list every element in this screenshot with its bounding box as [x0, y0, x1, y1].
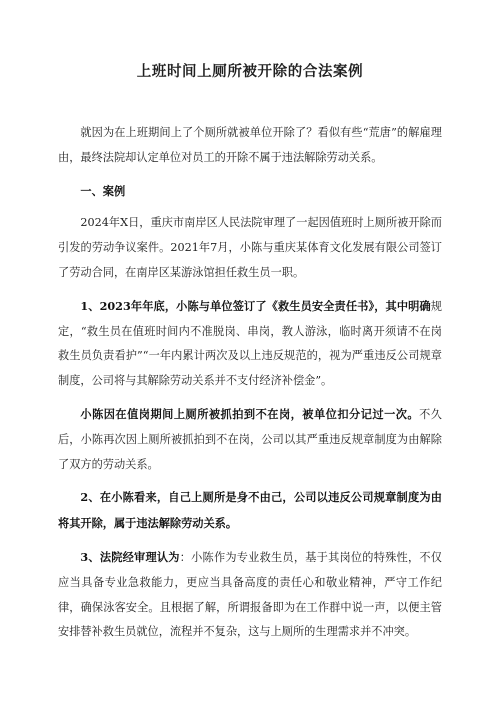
paragraph-court-ruling-bold: 3、法院经审理认为	[80, 549, 180, 564]
paragraph-court-ruling-text: ：小陈作为专业救生员，基于其岗位的特殊性，不仅应当具备专业急救能力，更应当具备高度的责任心和敬业精神，严守工作纪律，确保泳客安全。且根据了解，所谓报备即为在工作群中说一声，以便主管安排替补救生员就位，流程并不复杂，这与上厕所的生理需求并不冲突。	[58, 550, 442, 639]
paragraph-responsibility-text: 规定，“救生员在值班时间内不准脱岗、串岗，教人游泳，临时离开须请不在岗救生员负责看护”“一年内累计两次及以上违反规范的，视为严重违反公司规章制度，公司将与其解除劳动关系并不支付经济补偿金”。	[58, 299, 442, 388]
paragraph-incident-bold: 小陈因在值岗期间上厕所被抓拍到不在岗，被单位扣分记过一次。	[80, 406, 420, 421]
intro-paragraph: 就因为在上班期间上了个厕所就被单位开除了？看似有些“荒唐”的解雇理由，最终法院却认定单位对员工的开除不属于违法解除劳动关系。	[58, 126, 442, 164]
paragraph-background: 2024年X日，重庆市南岸区人民法院审理了一起因值班时上厕所被开除而引发的劳动争议案件。2021年7月，小陈与重庆某体育文化发展有限公司签订了劳动合同，在南岸区某游泳馆担任救生员一职。	[58, 216, 442, 279]
section-heading-case: 一、案例	[80, 183, 126, 198]
paragraph-responsibility-bold: 1、2023年年底，小陈与单位签订了《救生员安全责任书》，其中明确	[80, 298, 431, 313]
paragraph-incident-text: 不久后，小陈再次因上厕所被抓拍到不在岗，公司以其严重违反规章制度为由解除了双方的劳动关系。	[58, 407, 442, 471]
paragraph-employee-view	[58, 485, 442, 537]
paragraph-employee-view-bold: 2、在小陈看来，自己上厕所是身不由己，公司以违反公司规章制度为由将其开除，属于违法解除劳动关系。	[58, 490, 442, 531]
paragraph-court-ruling	[58, 545, 442, 645]
paragraph-responsibility	[58, 294, 442, 394]
page-title: 上班时间上厕所被开除的合法案例	[136, 63, 364, 80]
paragraph-incident	[58, 402, 442, 477]
